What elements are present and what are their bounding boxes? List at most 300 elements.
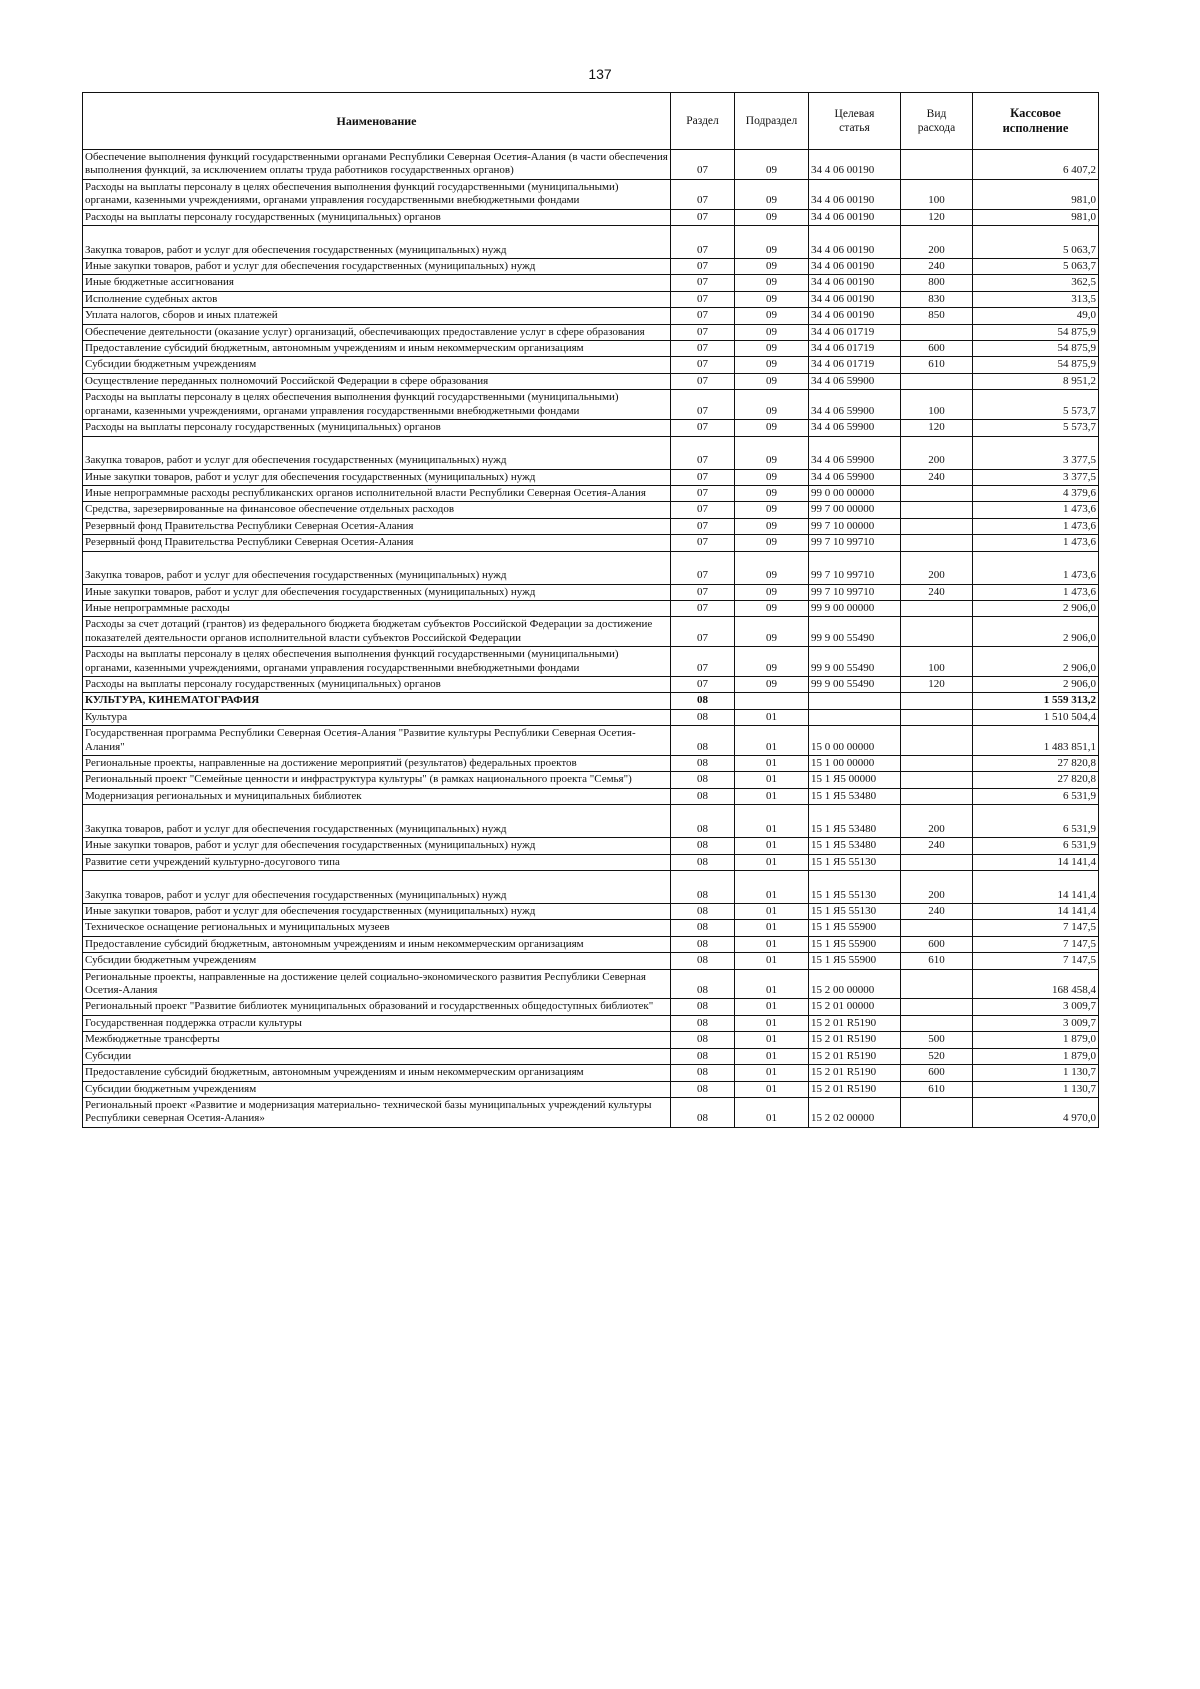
- table-row: [83, 969, 1099, 999]
- row-vid-raskhoda: 600: [901, 341, 973, 357]
- table-row: [83, 838, 1099, 854]
- table-row: [83, 772, 1099, 788]
- row-kassovoe-ispolnenie: 7 147,5: [973, 920, 1099, 936]
- row-razdel: 07: [671, 150, 735, 180]
- row-name: Региональные проекты, направленные на достижение мероприятий (результатов) федеральных проектов: [83, 756, 671, 772]
- row-tselevaya-statya: 15 2 01 R5190: [809, 1015, 901, 1031]
- row-kassovoe-ispolnenie: 981,0: [973, 179, 1099, 209]
- row-tselevaya-statya: 34 4 06 00190: [809, 291, 901, 307]
- row-vid-raskhoda: 240: [901, 838, 973, 854]
- row-vid-raskhoda: [901, 518, 973, 534]
- row-vid-raskhoda: 520: [901, 1048, 973, 1064]
- row-tselevaya-statya: 34 4 06 00190: [809, 179, 901, 209]
- row-podrazdel: 09: [735, 357, 809, 373]
- row-podrazdel: 01: [735, 709, 809, 725]
- row-name: Региональный проект "Развитие библиотек муниципальных образований и государственных общедоступных библиотек": [83, 999, 671, 1015]
- row-name: Развитие сети учреждений культурно-досугового типа: [83, 854, 671, 870]
- row-tselevaya-statya: 99 7 10 99710: [809, 551, 901, 584]
- row-kassovoe-ispolnenie: 2 906,0: [973, 617, 1099, 647]
- row-tselevaya-statya: 99 7 10 99710: [809, 535, 901, 551]
- row-kassovoe-ispolnenie: 1 879,0: [973, 1048, 1099, 1064]
- row-vid-raskhoda: [901, 1097, 973, 1127]
- row-kassovoe-ispolnenie: 1 473,6: [973, 584, 1099, 600]
- row-razdel: 08: [671, 920, 735, 936]
- row-tselevaya-statya: 34 4 06 01719: [809, 357, 901, 373]
- row-podrazdel: 09: [735, 390, 809, 420]
- row-podrazdel: 09: [735, 676, 809, 692]
- row-vid-raskhoda: 120: [901, 420, 973, 436]
- row-tselevaya-statya: 34 4 06 00190: [809, 308, 901, 324]
- row-name: Культура: [83, 709, 671, 725]
- row-podrazdel: 09: [735, 600, 809, 616]
- row-name: Закупка товаров, работ и услуг для обеспечения государственных (муниципальных) нужд: [83, 551, 671, 584]
- table-row: [83, 1032, 1099, 1048]
- table-row: [83, 502, 1099, 518]
- row-podrazdel: 09: [735, 469, 809, 485]
- row-vid-raskhoda: 100: [901, 179, 973, 209]
- header-vid-raskhoda: [901, 93, 973, 150]
- row-vid-raskhoda: [901, 617, 973, 647]
- row-vid-raskhoda: [901, 999, 973, 1015]
- row-tselevaya-statya: 99 9 00 55490: [809, 617, 901, 647]
- row-kassovoe-ispolnenie: 362,5: [973, 275, 1099, 291]
- row-podrazdel: 09: [735, 291, 809, 307]
- row-name: Расходы на выплаты персоналу государственных (муниципальных) органов: [83, 209, 671, 225]
- table-row: [83, 936, 1099, 952]
- row-vid-raskhoda: 610: [901, 1081, 973, 1097]
- row-vid-raskhoda: 610: [901, 357, 973, 373]
- table-row: [83, 485, 1099, 501]
- table-row: [83, 1065, 1099, 1081]
- table-row: [83, 709, 1099, 725]
- header-kassovoe-ispolnenie: [973, 93, 1099, 150]
- row-razdel: 08: [671, 726, 735, 756]
- row-tselevaya-statya: 15 2 02 00000: [809, 1097, 901, 1127]
- row-name: Закупка товаров, работ и услуг для обеспечения государственных (муниципальных) нужд: [83, 871, 671, 904]
- row-kassovoe-ispolnenie: 5 063,7: [973, 226, 1099, 259]
- row-vid-raskhoda: [901, 854, 973, 870]
- row-razdel: 07: [671, 647, 735, 677]
- row-name: Предоставление субсидий бюджетным, автономным учреждениям и иным некоммерческим организациям: [83, 341, 671, 357]
- table-row: [83, 999, 1099, 1015]
- row-kassovoe-ispolnenie: 1 473,6: [973, 502, 1099, 518]
- row-razdel: 08: [671, 1015, 735, 1031]
- row-vid-raskhoda: 600: [901, 1065, 973, 1081]
- row-name: Государственная программа Республики Северная Осетия-Алания "Развитие культуры Республики Северная Осетия-Алания": [83, 726, 671, 756]
- row-vid-raskhoda: 240: [901, 259, 973, 275]
- header-razdel: Раздел: [671, 93, 735, 150]
- row-podrazdel: 09: [735, 584, 809, 600]
- row-name: Межбюджетные трансферты: [83, 1032, 671, 1048]
- row-podrazdel: 09: [735, 551, 809, 584]
- row-vid-raskhoda: 200: [901, 551, 973, 584]
- row-tselevaya-statya: 34 4 06 00190: [809, 226, 901, 259]
- row-name: Осуществление переданных полномочий Российской Федерации в сфере образования: [83, 373, 671, 389]
- row-tselevaya-statya: [809, 709, 901, 725]
- row-podrazdel: 01: [735, 854, 809, 870]
- row-name: Региональный проект "Семейные ценности и инфраструктура культуры" (в рамках национального проекта "Семья"): [83, 772, 671, 788]
- row-kassovoe-ispolnenie: 6 531,9: [973, 805, 1099, 838]
- row-kassovoe-ispolnenie: 7 147,5: [973, 936, 1099, 952]
- row-tselevaya-statya: 15 1 Я5 55900: [809, 936, 901, 952]
- row-razdel: 08: [671, 1032, 735, 1048]
- row-tselevaya-statya: 15 2 01 R5190: [809, 1048, 901, 1064]
- row-tselevaya-statya: 15 1 Я5 55900: [809, 920, 901, 936]
- row-razdel: 07: [671, 226, 735, 259]
- row-kassovoe-ispolnenie: 3 377,5: [973, 469, 1099, 485]
- table-row: [83, 854, 1099, 870]
- table-row: [83, 551, 1099, 584]
- row-name: Уплата налогов, сборов и иных платежей: [83, 308, 671, 324]
- row-tselevaya-statya: 15 2 01 00000: [809, 999, 901, 1015]
- row-razdel: 07: [671, 324, 735, 340]
- row-vid-raskhoda: [901, 726, 973, 756]
- row-name: Расходы за счет дотаций (грантов) из федерального бюджета бюджетам субъектов Российской Федерации за достижение показателей деятельности органов исполнительной власти субъектов Российской Федерации: [83, 617, 671, 647]
- header-tselevaya-statya: [809, 93, 901, 150]
- row-razdel: 07: [671, 551, 735, 584]
- row-razdel: 07: [671, 469, 735, 485]
- row-podrazdel: 01: [735, 772, 809, 788]
- row-kassovoe-ispolnenie: 49,0: [973, 308, 1099, 324]
- row-name: Иные непрограммные расходы республиканских органов исполнительной власти Республики Северная Осетия-Алания: [83, 485, 671, 501]
- row-razdel: 07: [671, 502, 735, 518]
- row-name: Иные непрограммные расходы: [83, 600, 671, 616]
- table-row: [83, 953, 1099, 969]
- row-tselevaya-statya: 15 2 00 00000: [809, 969, 901, 999]
- row-vid-raskhoda: 800: [901, 275, 973, 291]
- header-vid-line1: Вид: [926, 107, 947, 120]
- row-podrazdel: 01: [735, 953, 809, 969]
- header-podrazdel: Подраздел: [735, 93, 809, 150]
- table-row: [83, 535, 1099, 551]
- header-tselevaya-line1: Целевая: [834, 107, 875, 120]
- table-row: [83, 1081, 1099, 1097]
- row-kassovoe-ispolnenie: 2 906,0: [973, 647, 1099, 677]
- row-kassovoe-ispolnenie: 54 875,9: [973, 341, 1099, 357]
- row-vid-raskhoda: [901, 772, 973, 788]
- row-name: Техническое оснащение региональных и муниципальных музеев: [83, 920, 671, 936]
- table-row: [83, 920, 1099, 936]
- row-kassovoe-ispolnenie: 4 379,6: [973, 485, 1099, 501]
- row-tselevaya-statya: 34 4 06 59900: [809, 436, 901, 469]
- table-row: [83, 420, 1099, 436]
- row-podrazdel: 09: [735, 502, 809, 518]
- row-name: Закупка товаров, работ и услуг для обеспечения государственных (муниципальных) нужд: [83, 226, 671, 259]
- row-razdel: 07: [671, 373, 735, 389]
- row-kassovoe-ispolnenie: 54 875,9: [973, 324, 1099, 340]
- row-razdel: 08: [671, 805, 735, 838]
- row-vid-raskhoda: 200: [901, 871, 973, 904]
- row-podrazdel: 01: [735, 936, 809, 952]
- row-vid-raskhoda: [901, 920, 973, 936]
- row-vid-raskhoda: 240: [901, 469, 973, 485]
- row-kassovoe-ispolnenie: 3 009,7: [973, 999, 1099, 1015]
- row-tselevaya-statya: 15 1 Я5 55130: [809, 904, 901, 920]
- row-kassovoe-ispolnenie: 1 130,7: [973, 1081, 1099, 1097]
- row-razdel: 08: [671, 1065, 735, 1081]
- row-kassovoe-ispolnenie: 168 458,4: [973, 969, 1099, 999]
- row-podrazdel: 01: [735, 1015, 809, 1031]
- table-row: [83, 600, 1099, 616]
- row-kassovoe-ispolnenie: 6 407,2: [973, 150, 1099, 180]
- table-row: [83, 469, 1099, 485]
- row-tselevaya-statya: 15 0 00 00000: [809, 726, 901, 756]
- table-row: [83, 226, 1099, 259]
- table-row: [83, 693, 1099, 709]
- row-podrazdel: 09: [735, 150, 809, 180]
- row-name: Закупка товаров, работ и услуг для обеспечения государственных (муниципальных) нужд: [83, 805, 671, 838]
- table-row: [83, 308, 1099, 324]
- row-razdel: 07: [671, 485, 735, 501]
- row-kassovoe-ispolnenie: 5 573,7: [973, 420, 1099, 436]
- row-razdel: 08: [671, 871, 735, 904]
- row-tselevaya-statya: 34 4 06 01719: [809, 341, 901, 357]
- row-vid-raskhoda: 850: [901, 308, 973, 324]
- row-podrazdel: 09: [735, 275, 809, 291]
- row-kassovoe-ispolnenie: 14 141,4: [973, 854, 1099, 870]
- row-podrazdel: 01: [735, 969, 809, 999]
- table-row: [83, 584, 1099, 600]
- row-razdel: 07: [671, 436, 735, 469]
- row-tselevaya-statya: 99 9 00 00000: [809, 600, 901, 616]
- row-razdel: 08: [671, 788, 735, 804]
- row-podrazdel: 01: [735, 999, 809, 1015]
- row-podrazdel: 09: [735, 226, 809, 259]
- row-name: Предоставление субсидий бюджетным, автономным учреждениям и иным некоммерческим организациям: [83, 936, 671, 952]
- row-vid-raskhoda: 240: [901, 904, 973, 920]
- row-tselevaya-statya: 15 2 01 R5190: [809, 1032, 901, 1048]
- row-tselevaya-statya: 15 1 Я5 55900: [809, 953, 901, 969]
- row-tselevaya-statya: 15 1 Я5 55130: [809, 871, 901, 904]
- row-vid-raskhoda: 600: [901, 936, 973, 952]
- row-razdel: 07: [671, 617, 735, 647]
- row-podrazdel: 09: [735, 436, 809, 469]
- table-row: [83, 1015, 1099, 1031]
- row-tselevaya-statya: 34 4 06 59900: [809, 373, 901, 389]
- row-vid-raskhoda: 200: [901, 805, 973, 838]
- row-tselevaya-statya: 15 2 01 R5190: [809, 1065, 901, 1081]
- row-razdel: 07: [671, 341, 735, 357]
- table-row: [83, 1048, 1099, 1064]
- row-vid-raskhoda: 500: [901, 1032, 973, 1048]
- row-razdel: 08: [671, 838, 735, 854]
- row-podrazdel: 01: [735, 920, 809, 936]
- row-vid-raskhoda: [901, 969, 973, 999]
- row-podrazdel: 09: [735, 209, 809, 225]
- row-kassovoe-ispolnenie: 27 820,8: [973, 756, 1099, 772]
- table-row: [83, 788, 1099, 804]
- row-tselevaya-statya: 34 4 06 00190: [809, 275, 901, 291]
- table-row: [83, 209, 1099, 225]
- row-vid-raskhoda: 100: [901, 647, 973, 677]
- table-row: [83, 518, 1099, 534]
- row-tselevaya-statya: 15 1 Я5 00000: [809, 772, 901, 788]
- table-row: [83, 291, 1099, 307]
- row-podrazdel: 09: [735, 420, 809, 436]
- row-vid-raskhoda: 200: [901, 436, 973, 469]
- row-name: Предоставление субсидий бюджетным, автономным учреждениям и иным некоммерческим организациям: [83, 1065, 671, 1081]
- row-vid-raskhoda: [901, 1015, 973, 1031]
- row-tselevaya-statya: 99 9 00 55490: [809, 647, 901, 677]
- row-name: Расходы на выплаты персоналу в целях обеспечения выполнения функций государственными (муниципальными) органами, казенными учреждениями, органами управления государственными внебюджетными фондами: [83, 647, 671, 677]
- row-kassovoe-ispolnenie: 2 906,0: [973, 676, 1099, 692]
- row-podrazdel: 01: [735, 1081, 809, 1097]
- row-razdel: 08: [671, 772, 735, 788]
- row-razdel: 07: [671, 275, 735, 291]
- row-kassovoe-ispolnenie: 6 531,9: [973, 788, 1099, 804]
- row-vid-raskhoda: 100: [901, 390, 973, 420]
- row-kassovoe-ispolnenie: 313,5: [973, 291, 1099, 307]
- table-row: [83, 341, 1099, 357]
- table-row: [83, 324, 1099, 340]
- row-kassovoe-ispolnenie: 2 906,0: [973, 600, 1099, 616]
- row-razdel: 07: [671, 390, 735, 420]
- row-name: Исполнение судебных актов: [83, 291, 671, 307]
- table-row: [83, 390, 1099, 420]
- row-tselevaya-statya: 99 7 10 00000: [809, 518, 901, 534]
- row-vid-raskhoda: 240: [901, 584, 973, 600]
- page-number: 137: [588, 66, 612, 82]
- row-kassovoe-ispolnenie: 5 063,7: [973, 259, 1099, 275]
- row-podrazdel: 09: [735, 324, 809, 340]
- row-name: КУЛЬТУРА, КИНЕМАТОГРАФИЯ: [83, 693, 671, 709]
- row-podrazdel: 01: [735, 1097, 809, 1127]
- row-vid-raskhoda: [901, 600, 973, 616]
- budget-table: [82, 92, 1099, 1128]
- row-tselevaya-statya: 34 4 06 00190: [809, 150, 901, 180]
- row-tselevaya-statya: 15 1 Я5 53480: [809, 838, 901, 854]
- row-razdel: 08: [671, 999, 735, 1015]
- table-row: [83, 805, 1099, 838]
- table-header-row: [83, 93, 1099, 150]
- row-name: Резервный фонд Правительства Республики Северная Осетия-Алания: [83, 535, 671, 551]
- row-kassovoe-ispolnenie: 7 147,5: [973, 953, 1099, 969]
- row-razdel: 08: [671, 854, 735, 870]
- header-name: Наименование: [83, 93, 671, 150]
- row-kassovoe-ispolnenie: 1 473,6: [973, 518, 1099, 534]
- row-tselevaya-statya: 99 9 00 55490: [809, 676, 901, 692]
- row-razdel: 07: [671, 357, 735, 373]
- row-podrazdel: 09: [735, 617, 809, 647]
- row-podrazdel: 01: [735, 726, 809, 756]
- row-kassovoe-ispolnenie: 14 141,4: [973, 871, 1099, 904]
- table-row: [83, 357, 1099, 373]
- row-podrazdel: 09: [735, 647, 809, 677]
- row-tselevaya-statya: 15 1 Я5 53480: [809, 788, 901, 804]
- row-kassovoe-ispolnenie: 1 130,7: [973, 1065, 1099, 1081]
- table-row: [83, 275, 1099, 291]
- row-vid-raskhoda: [901, 324, 973, 340]
- table-row: [83, 756, 1099, 772]
- row-kassovoe-ispolnenie: 14 141,4: [973, 904, 1099, 920]
- row-kassovoe-ispolnenie: 4 970,0: [973, 1097, 1099, 1127]
- row-tselevaya-statya: 15 1 Я5 53480: [809, 805, 901, 838]
- row-podrazdel: 01: [735, 756, 809, 772]
- row-kassovoe-ispolnenie: 8 951,2: [973, 373, 1099, 389]
- row-vid-raskhoda: [901, 756, 973, 772]
- row-kassovoe-ispolnenie: 1 473,6: [973, 535, 1099, 551]
- row-vid-raskhoda: [901, 502, 973, 518]
- row-name: Региональные проекты, направленные на достижение целей социально-экономического развития Республики Северная Осетия-Алания: [83, 969, 671, 999]
- header-tselevaya-line2: статья: [839, 122, 870, 134]
- row-vid-raskhoda: 830: [901, 291, 973, 307]
- row-tselevaya-statya: 99 7 10 99710: [809, 584, 901, 600]
- row-name: Субсидии бюджетным учреждениям: [83, 1081, 671, 1097]
- row-podrazdel: 01: [735, 1048, 809, 1064]
- row-razdel: 07: [671, 584, 735, 600]
- row-podrazdel: 01: [735, 1032, 809, 1048]
- row-podrazdel: 09: [735, 179, 809, 209]
- row-name: Расходы на выплаты персоналу государственных (муниципальных) органов: [83, 676, 671, 692]
- row-vid-raskhoda: [901, 535, 973, 551]
- row-kassovoe-ispolnenie: 3 009,7: [973, 1015, 1099, 1031]
- row-name: Субсидии бюджетным учреждениям: [83, 357, 671, 373]
- row-podrazdel: [735, 693, 809, 709]
- row-vid-raskhoda: [901, 150, 973, 180]
- row-tselevaya-statya: 99 7 00 00000: [809, 502, 901, 518]
- row-tselevaya-statya: 15 1 00 00000: [809, 756, 901, 772]
- row-name: Модернизация региональных и муниципальных библиотек: [83, 788, 671, 804]
- row-vid-raskhoda: [901, 373, 973, 389]
- row-razdel: 08: [671, 1048, 735, 1064]
- row-vid-raskhoda: [901, 693, 973, 709]
- row-podrazdel: 01: [735, 838, 809, 854]
- row-tselevaya-statya: 99 0 00 00000: [809, 485, 901, 501]
- row-razdel: 07: [671, 535, 735, 551]
- table-row: [83, 647, 1099, 677]
- row-name: Обеспечение выполнения функций государственными органами Республики Северная Осетия-Алания (в части обеспечения выполнения функций, за исключением оплаты труда работников государственных органов): [83, 150, 671, 180]
- row-razdel: 08: [671, 953, 735, 969]
- table-row: [83, 1097, 1099, 1127]
- row-podrazdel: 09: [735, 535, 809, 551]
- row-name: Иные бюджетные ассигнования: [83, 275, 671, 291]
- row-tselevaya-statya: 15 1 Я5 55130: [809, 854, 901, 870]
- row-kassovoe-ispolnenie: 981,0: [973, 209, 1099, 225]
- row-razdel: 07: [671, 308, 735, 324]
- row-podrazdel: 09: [735, 259, 809, 275]
- row-kassovoe-ispolnenie: 3 377,5: [973, 436, 1099, 469]
- row-tselevaya-statya: 34 4 06 59900: [809, 469, 901, 485]
- row-vid-raskhoda: [901, 709, 973, 725]
- row-razdel: 08: [671, 709, 735, 725]
- row-kassovoe-ispolnenie: 1 559 313,2: [973, 693, 1099, 709]
- table-row: [83, 871, 1099, 904]
- row-name: Иные закупки товаров, работ и услуг для обеспечения государственных (муниципальных) нужд: [83, 259, 671, 275]
- row-razdel: 07: [671, 179, 735, 209]
- row-razdel: 08: [671, 936, 735, 952]
- row-razdel: 07: [671, 209, 735, 225]
- table-row: [83, 179, 1099, 209]
- row-podrazdel: 01: [735, 904, 809, 920]
- row-name: Расходы на выплаты персоналу в целях обеспечения выполнения функций государственными (муниципальными) органами, казенными учреждениями, органами управления государственными внебюджетными фондами: [83, 179, 671, 209]
- row-name: Обеспечение деятельности (оказание услуг) организаций, обеспечивающих предоставление услуг в сфере образования: [83, 324, 671, 340]
- row-razdel: 07: [671, 676, 735, 692]
- row-razdel: 08: [671, 1097, 735, 1127]
- row-podrazdel: 01: [735, 871, 809, 904]
- row-podrazdel: 09: [735, 341, 809, 357]
- table-row: [83, 150, 1099, 180]
- row-tselevaya-statya: 34 4 06 00190: [809, 259, 901, 275]
- row-razdel: 08: [671, 1081, 735, 1097]
- row-kassovoe-ispolnenie: 6 531,9: [973, 838, 1099, 854]
- table-row: [83, 904, 1099, 920]
- row-tselevaya-statya: [809, 693, 901, 709]
- row-razdel: 07: [671, 291, 735, 307]
- row-razdel: 07: [671, 518, 735, 534]
- header-vid-line2: расхода: [917, 122, 956, 134]
- table-row: [83, 436, 1099, 469]
- row-podrazdel: 09: [735, 485, 809, 501]
